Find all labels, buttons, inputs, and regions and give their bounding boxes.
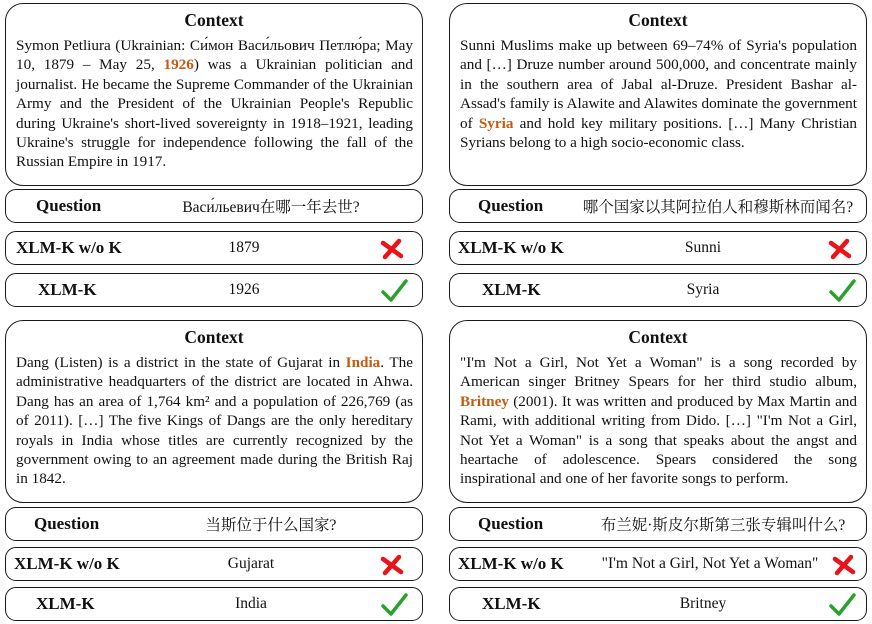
question-label: Question <box>478 196 544 215</box>
baseline-row <box>449 547 867 581</box>
question-label: Question <box>478 514 544 533</box>
model-row <box>449 587 867 621</box>
model-row <box>5 587 423 621</box>
wrong-cross-icon <box>826 235 854 263</box>
question-row <box>449 189 867 223</box>
question-text: 当斯位于什么国家? <box>205 517 337 534</box>
context-text: Symon Petliura (Ukrainian: Си́мон Васи́льович Петлю́ра; May 10, 1879 – May 25, 1926) was a Ukrainian politician and journalist. He became the Supreme Commander of the Ukrainian Army and the President of the Ukrainian People's Republic during Ukraine's short-lived sovereignty in 1918–1921, leading Ukraine's struggle for independence following the fall of the Russian Empire in 1917. <box>16 37 413 171</box>
question-row <box>5 507 423 541</box>
model-label: XLM-K <box>38 280 97 299</box>
baseline-label: XLM-K w/o K <box>14 554 120 573</box>
model-label: XLM-K <box>36 594 95 613</box>
baseline-row <box>5 231 423 265</box>
baseline-row <box>449 231 867 265</box>
correct-check-icon <box>380 591 408 619</box>
wrong-cross-icon <box>830 551 858 579</box>
baseline-answer: Sunni <box>684 239 722 256</box>
baseline-row <box>5 547 423 581</box>
context-box <box>5 320 423 503</box>
baseline-answer: Gujarat <box>227 555 275 572</box>
question-label: Question <box>34 514 100 533</box>
model-row <box>449 273 867 307</box>
correct-check-icon <box>380 277 408 305</box>
question-label: Question <box>36 196 102 215</box>
model-answer: Britney <box>679 595 727 612</box>
model-label: XLM-K <box>482 280 541 299</box>
context-title: Context <box>184 327 244 347</box>
answer-highlight: Britney <box>460 392 509 410</box>
context-box <box>449 3 867 186</box>
model-label: XLM-K <box>482 594 541 613</box>
wrong-cross-icon <box>378 235 406 263</box>
question-text: 布兰妮·斯皮尔斯第三张专辑叫什么? <box>600 517 846 534</box>
context-title: Context <box>628 10 688 30</box>
context-text: Sunni Muslims make up between 69–74% of Syria's population and […] Druze number around 500,000, and concentrate mainly in the southern area of Jabal al-Druze. President Bashar al-Assad's family is Alawite and Alawites dominate the government of Syria and hold key military positions. […] Many Christian Syrians belong to a high socio-economic class. <box>460 37 857 152</box>
model-answer: Syria <box>686 281 720 298</box>
baseline-label: XLM-K w/o K <box>16 238 122 257</box>
model-row <box>5 273 423 307</box>
context-title: Context <box>184 10 244 30</box>
context-text: "I'm Not a Girl, Not Yet a Woman" is a song recorded by American singer Britney Spears for her third studio album, Britney (2001). It was written and produced by Max Martin and Rami, with additional writing from Dido. […] "I'm Not a Girl, Not Yet a Woman" is a song that speaks about the angst and heartache of adolescence. Spears considered the song inspirational and one of her favorite songs to perform. <box>460 354 857 488</box>
answer-highlight: Syria <box>478 114 514 132</box>
wrong-cross-icon <box>378 551 406 579</box>
model-answer: India <box>235 595 267 612</box>
answer-highlight: India <box>345 354 381 371</box>
correct-check-icon <box>828 591 856 619</box>
baseline-label: XLM-K w/o K <box>458 238 564 257</box>
model-answer: 1926 <box>228 281 260 298</box>
context-text: Dang (Listen) is a district in the state of Gujarat in India. The administrative headquarters of the district are located in Ahwa. Dang has an area of 1,764 km² and a population of 226,769 (as of 2011). […] The five Kings of Dangs are the only hereditary royals in India whose titles are currently recognized by the government owing to an agreement made during the British Raj in 1842. <box>16 354 413 488</box>
context-box <box>449 320 867 503</box>
question-row <box>5 189 423 223</box>
correct-check-icon <box>828 277 856 305</box>
baseline-answer: "I'm Not a Girl, Not Yet a Woman" <box>601 555 819 572</box>
question-text: 哪个国家以其阿拉伯人和穆斯林而闻名? <box>582 199 854 216</box>
question-text: Васи́льевич在哪一年去世? <box>182 199 360 216</box>
baseline-label: XLM-K w/o K <box>458 554 564 573</box>
context-box <box>5 3 423 186</box>
answer-highlight: 1926 <box>163 56 194 74</box>
baseline-answer: 1879 <box>228 239 260 256</box>
context-title: Context <box>628 327 688 347</box>
question-row <box>449 507 867 541</box>
